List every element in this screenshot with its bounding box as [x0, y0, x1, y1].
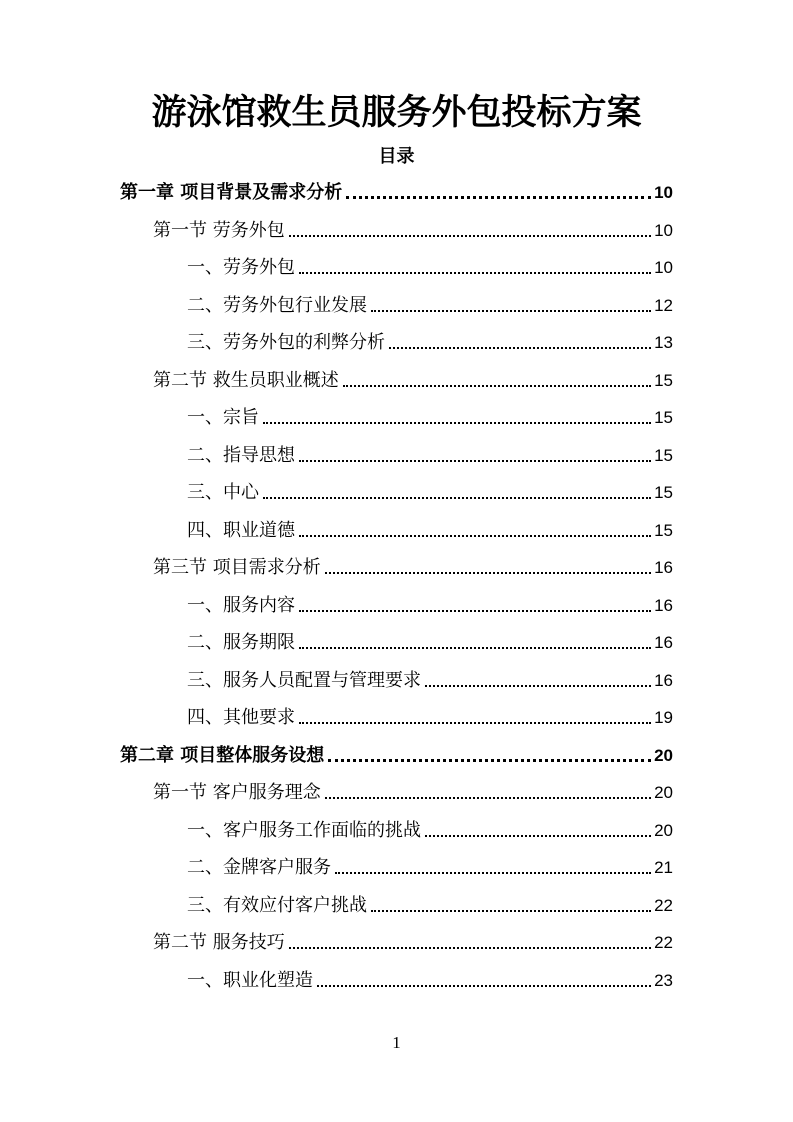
toc-dot-leader: [299, 610, 651, 612]
toc-entry-label: 第一章 项目背景及需求分析: [120, 182, 343, 203]
toc-section[interactable]: [153, 775, 673, 805]
toc-dot-leader: [299, 272, 651, 274]
toc-entry-page: 16: [654, 633, 673, 652]
toc-entry-label: 一、服务内容: [187, 594, 295, 616]
toc-subsection[interactable]: [187, 963, 673, 993]
toc-subsection[interactable]: [187, 625, 673, 655]
toc-subsection[interactable]: [187, 813, 673, 843]
toc-dot-leader: [289, 947, 651, 949]
toc-entry-page: 21: [654, 858, 673, 877]
toc-entry-label: 二、指导思想: [187, 444, 295, 466]
toc-entry-label: 一、劳务外包: [187, 257, 295, 278]
toc-subsection[interactable]: [187, 250, 673, 280]
toc-entry-page: 15: [654, 483, 673, 502]
document-title: 游泳馆救生员服务外包投标方案: [151, 93, 642, 133]
toc-subsection[interactable]: [187, 663, 673, 693]
toc-entry-label: 三、服务人员配置与管理要求: [187, 669, 421, 691]
toc-entry-page: 15: [654, 445, 673, 465]
toc-dot-leader: [317, 985, 651, 987]
toc-subsection[interactable]: [187, 588, 673, 618]
toc-dot-leader: [299, 535, 651, 537]
toc-dot-leader: [425, 685, 651, 687]
toc-entry-label: 三、有效应付客户挑战: [187, 894, 367, 916]
toc-entry-page: 22: [654, 895, 673, 915]
toc-entry-label: 二、劳务外包行业发展: [187, 294, 367, 316]
toc-dot-leader: [343, 385, 651, 387]
toc-entry-page: 15: [654, 408, 673, 427]
toc-entry-label: 一、客户服务工作面临的挑战: [187, 819, 421, 841]
toc-entry-page: 19: [654, 708, 673, 727]
toc-dot-leader: [299, 722, 651, 724]
toc-entry-label: 三、劳务外包的利弊分析: [187, 332, 385, 353]
toc-dot-leader: [425, 835, 651, 837]
toc-entry-label: 第二节 救生员职业概述: [153, 369, 339, 391]
toc-entry-page: 16: [654, 558, 673, 577]
toc-chapter-1[interactable]: [120, 175, 673, 205]
toc-dot-leader: [389, 347, 651, 349]
toc-subsection[interactable]: [187, 700, 673, 730]
toc-entry-label: 二、服务期限: [187, 632, 295, 653]
toc-dot-leader: [335, 872, 651, 874]
toc-entry-label: 一、职业化塑造: [187, 969, 313, 991]
toc-dot-leader: [371, 310, 651, 312]
toc-chapter-2[interactable]: [120, 738, 673, 768]
toc-entry-page: 16: [654, 595, 673, 615]
toc-entry-page: 22: [654, 933, 673, 952]
toc-section[interactable]: [153, 213, 673, 243]
toc-entry-page: 15: [654, 370, 673, 390]
toc-entry-label: 四、职业道德: [187, 519, 295, 541]
toc-dot-leader: [325, 572, 651, 574]
toc-dot-leader: [263, 497, 651, 499]
toc-entry-page: 20: [654, 783, 673, 802]
toc-dot-leader: [299, 460, 651, 462]
toc-dot-leader: [328, 759, 651, 762]
toc-entry-label: 第一节 劳务外包: [153, 219, 285, 241]
toc-subsection[interactable]: [187, 513, 673, 543]
toc-subsection[interactable]: [187, 438, 673, 468]
toc-dot-leader: [299, 647, 651, 649]
toc-subsection[interactable]: [187, 888, 673, 918]
toc-heading: 目录: [378, 146, 415, 167]
toc-entry-page: 23: [654, 970, 673, 990]
toc-entry-label: 第一节 客户服务理念: [153, 782, 321, 803]
toc-dot-leader: [289, 235, 651, 237]
toc-entry-page: 13: [654, 333, 673, 352]
toc-entry-page: 10: [654, 183, 673, 202]
toc-entry-label: 四、其他要求: [187, 707, 295, 728]
toc-entry-label: 一、宗旨: [187, 407, 259, 428]
toc-entry-page: 10: [654, 258, 673, 277]
toc-subsection[interactable]: [187, 850, 673, 880]
toc-entry-page: 16: [654, 670, 673, 690]
toc-entry-label: 第三节 项目需求分析: [153, 557, 321, 578]
toc-entry-page: 15: [654, 520, 673, 540]
toc-entry-page: 10: [654, 220, 673, 240]
toc-subsection[interactable]: [187, 475, 673, 505]
toc-entry-label: 二、金牌客户服务: [187, 857, 331, 878]
toc-entry-label: 第二章 项目整体服务设想: [120, 744, 325, 766]
toc-entry-page: 20: [654, 820, 673, 840]
toc-dot-leader: [325, 797, 651, 799]
toc-subsection[interactable]: [187, 288, 673, 318]
page-number: 1: [392, 1033, 401, 1052]
toc-dot-leader: [346, 196, 651, 199]
toc-subsection[interactable]: [187, 400, 673, 430]
toc-section[interactable]: [153, 550, 673, 580]
toc-entry-page: 20: [654, 745, 673, 765]
toc-entry-label: 第二节 服务技巧: [153, 932, 285, 953]
toc-section[interactable]: [153, 925, 673, 955]
toc-entry-page: 12: [654, 295, 673, 315]
toc-dot-leader: [263, 422, 651, 424]
toc-subsection[interactable]: [187, 325, 673, 355]
toc-dot-leader: [371, 910, 651, 912]
toc-entry-label: 三、中心: [187, 482, 259, 503]
table-of-contents: [0, 175, 793, 995]
toc-section[interactable]: [153, 363, 673, 393]
